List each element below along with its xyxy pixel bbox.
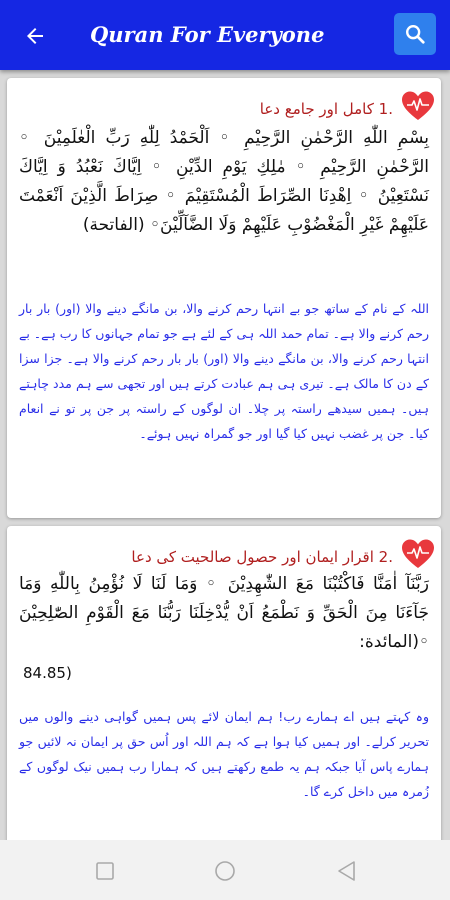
arabic-text: بِسْمِ اللّٰهِ الرَّحْمٰنِ الرَّحِیْمِ ◦ اَلْحَمْدُ لِلّٰهِ رَبِّ الْعٰلَمِیْنَ ◦ الرَّحْمٰنِ الرَّحِیْمِ ◦ مٰلِكِ یَوْمِ الدِّیْنِ ◦ اِیَّاكَ نَعْبُدُ وَ اِیَّاكَ نَسْتَعِیْنُ ◦ اِهْدِنَا الصِّرَاطَ الْمُسْتَقِیْمَ ◦ صِرَاطَ الَّذِیْنَ اَنْعَمْتَ عَلَیْهِمْ غَیْرِ الْمَغْضُوْبِ عَلَیْهِمْ وَلَا الضَّآلِّیْنَ◦ (الفاتحة) (19, 128, 429, 235)
dua-title: .2 اقرار ایمان اور حصول صالحیت کی دعا (131, 548, 393, 566)
triangle-back-icon[interactable] (334, 858, 360, 884)
search-button[interactable] (394, 13, 436, 55)
dua-card[interactable] (7, 78, 441, 518)
dua-title: .1 کامل اور جامع دعا (259, 100, 393, 118)
back-button[interactable] (18, 19, 52, 53)
page-title: Quran For Everyone (90, 22, 325, 47)
arrow-left-icon (23, 24, 47, 48)
search-icon (404, 23, 426, 45)
system-nav-bar (0, 840, 450, 900)
app-bar (0, 0, 450, 70)
square-recents-icon[interactable] (92, 858, 118, 884)
urdu-translation: اللہ کے نام کے ساتھ جو بے انتہا رحم کرنے والا، بن مانگے دینے والا (اور) بار بار رحم کرنے والا ہے۔ تمام حمد اللہ ہی کے لئے ہے جو تمام جہانوں کا رب ہے۔ بے انتہا رحم کرنے والا، بن مانگے دینے والا (اور) بار بار رحم کرنے والا ہے۔ جزا سزا کے دن کا مالک ہے۔ تیری ہی ہم عبادت کرتے ہیں اور تجھی سے ہم مدد چاہتے ہیں۔ ہمیں سیدھے راستہ پر چلا۔ ان لوگوں کے راستہ پر جن پر تو نے انعام کیا۔ جن پر غضب نہیں کیا گیا اور جو گمراہ نہیں ہوئے۔ (19, 301, 429, 441)
dua-card[interactable] (7, 526, 441, 840)
verse-reference: 84.85) (23, 664, 72, 682)
urdu-translation: وہ کہتے ہیں اے ہمارے رب! ہم ایمان لائے پس ہمیں گواہی دینے والوں میں تحریر کرلے۔ اور ہمیں کیا ہوا ہے کہ ہم اللہ اور اُس حق پر ایمان نہ لائیں جو ہمارے پاس آیا جبکہ ہم یہ طمع رکھتے ہیں کہ ہمارا رب ہمیں نیک لوگوں کے زُمرہ میں داخل کرے گا۔ (19, 709, 429, 799)
heart-icon[interactable] (401, 90, 435, 122)
arabic-text: رَبَّنَآ اٰمَنَّا فَاكْتُبْنَا مَعَ الشّٰهِدِیْنَ ◦ وَمَا لَنَا لَا نُؤْمِنُ بِاللّٰهِ وَمَا جَآءَنَا مِنَ الْحَقِّ وَ نَطْمَعُ اَنْ یُّدْخِلَنَا رَبُّنَا مَعَ الْقَوْمِ الصّٰلِحِیْنَ ◦(المائدة: (19, 574, 429, 652)
circle-home-icon[interactable] (212, 858, 238, 884)
dua-list[interactable] (0, 70, 450, 840)
heart-icon[interactable] (401, 538, 435, 570)
